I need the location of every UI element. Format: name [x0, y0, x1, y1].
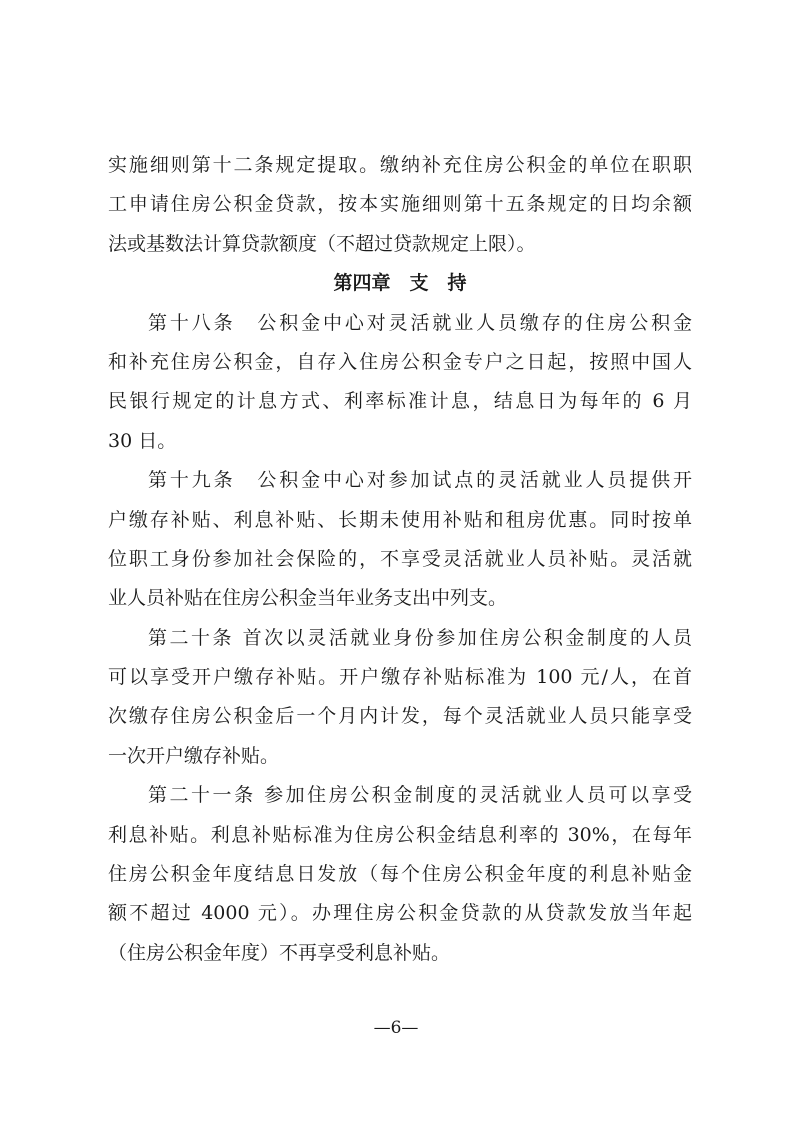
article-19	[108, 461, 692, 619]
text-line: 利息补贴。利息补贴标准为住房公积金结息利率的 30%，在每年	[108, 823, 692, 846]
text-line: 额不超过 4000 元）。办理住房公积金贷款的从贷款发放当年起	[108, 902, 692, 925]
text-line: 位职工身份参加社会保险的，不享受灵活就业人员补贴。灵活就	[108, 547, 692, 570]
article-21	[108, 776, 692, 973]
text-line: 第二十一条 参加住房公积金制度的灵活就业人员可以享受	[148, 784, 692, 807]
text-line: 一次开户缴存补贴。	[108, 744, 280, 767]
text-line: 户缴存补贴、利息补贴、长期未使用补贴和租房优惠。同时按单	[108, 508, 692, 531]
body-text	[108, 146, 692, 973]
text-line: 业人员补贴在住房公积金当年业务支出中列支。	[108, 587, 508, 610]
text-line: 可以享受开户缴存补贴。开户缴存补贴标准为 100 元/人，在首	[108, 666, 692, 689]
text-line: 和补充住房公积金，自存入住房公积金专户之日起，按照中国人	[108, 350, 692, 373]
text-line: （住房公积金年度）不再享受利息补贴。	[108, 941, 451, 964]
text-line: 工申请住房公积金贷款，按本实施细则第十五条规定的日均余额	[108, 193, 692, 216]
chapter-heading: 第四章 支 持	[333, 272, 467, 295]
text-line: 法或基数法计算贷款额度（不超过贷款规定上限）。	[108, 232, 536, 255]
text-line: 第十九条 公积金中心对参加试点的灵活就业人员提供开	[148, 469, 692, 492]
text-line: 住房公积金年度结息日发放（每个住房公积金年度的利息补贴金	[108, 863, 692, 886]
text-line: 实施细则第十二条规定提取。缴纳补充住房公积金的单位在职职	[108, 154, 692, 176]
text-line: 民银行规定的计息方式、利率标准计息，结息日为每年的 6 月	[108, 390, 692, 413]
text-line: 30 日。	[108, 429, 177, 452]
page-number: —6—	[373, 1018, 419, 1038]
text-line: 次缴存住房公积金后一个月内计发，每个灵活就业人员只能享受	[108, 705, 692, 728]
text-line: 第十八条 公积金中心对灵活就业人员缴存的住房公积金	[148, 311, 692, 334]
continuation-paragraph	[108, 146, 692, 264]
article-20	[108, 619, 692, 777]
text-line: 第二十条 首次以灵活就业身份参加住房公积金制度的人员	[148, 626, 692, 649]
article-18	[108, 304, 692, 462]
